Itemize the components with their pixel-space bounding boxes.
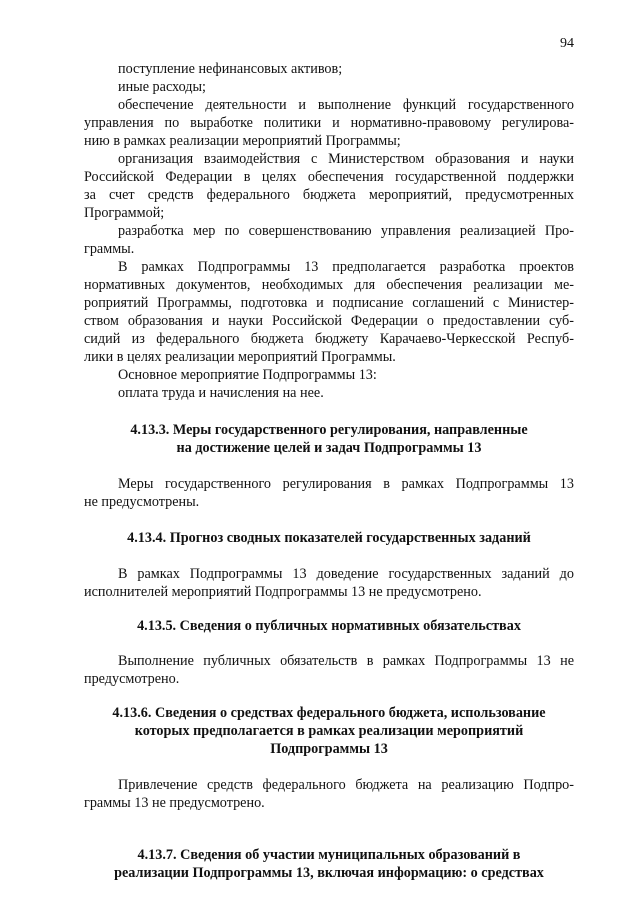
paragraph-line: нию в рамках реализации мероприятий Программы; [84,133,401,149]
paragraph-line: не предусмотрены. [84,494,200,510]
paragraph-line: за счет средств федерального бюджета мероприятий, предусмотренных [84,187,574,203]
paragraph-line: Привлечение средств федерального бюджета на реализацию Подпро- [118,777,574,793]
list-item: поступление нефинансовых активов; [118,61,343,77]
paragraph-line: граммы. [84,241,135,257]
section-heading: реализации Подпрограммы 13, включая информацию: о средствах [114,865,544,881]
paragraph-line: исполнителей мероприятий Подпрограммы 13 не предусмотрено. [84,584,482,600]
paragraph-line: управления по выработке политики и нормативно-правовому регулирова- [84,115,574,131]
section-heading: 4.13.6. Сведения о средствах федерального бюджета, использование [112,705,546,721]
section-heading: 4.13.3. Меры государственного регулирования, направленные [130,422,528,438]
paragraph-line: Российской Федерации в целях обеспечения государственной поддержки [84,169,574,185]
paragraph-line: оплата труда и начисления на нее. [118,385,324,401]
paragraph-line: В рамках Подпрограммы 13 доведение государственных заданий до [118,566,574,582]
paragraph-line: Программой; [84,205,165,221]
paragraph-line: лики в целях реализации мероприятий Программы. [84,349,396,365]
paragraph-line: В рамках Подпрограммы 13 предполагается разработка проектов [118,259,574,275]
page-number: 94 [560,36,574,51]
section-heading: Подпрограммы 13 [270,741,388,757]
section-heading: 4.13.4. Прогноз сводных показателей государственных заданий [127,530,531,546]
paragraph-line: предусмотрено. [84,671,180,687]
paragraph-line: Меры государственного регулирования в рамках Подпрограммы 13 [118,476,574,492]
section-heading: 4.13.5. Сведения о публичных нормативных обязательствах [137,618,521,634]
section-heading: на достижение целей и задач Подпрограммы 13 [176,440,482,456]
paragraph-line: ством образования и науки Российской Федерации о предоставлении суб- [84,313,574,329]
paragraph-line: разработка мер по совершенствованию управления реализацией Про- [118,223,574,239]
section-heading: 4.13.7. Сведения об участии муниципальных образований в [137,847,521,863]
paragraph-line: обеспечение деятельности и выполнение функций государственного [118,97,574,113]
list-item: иные расходы; [118,79,206,95]
paragraph-line: организация взаимодействия с Министерством образования и науки [118,151,574,167]
paragraph-line: граммы 13 не предусмотрено. [84,795,265,811]
paragraph-line: роприятий Программы, подготовка и подписание соглашений с Министер- [84,295,574,311]
section-heading: которых предполагается в рамках реализации мероприятий [134,723,524,739]
paragraph-line: сидий из федерального бюджета бюджету Карачаево-Черкесской Респуб- [84,331,574,347]
paragraph-line: нормативных документов, необходимых для обеспечения реализации ме- [84,277,574,293]
paragraph-line: Выполнение публичных обязательств в рамках Подпрограммы 13 не [118,653,574,669]
paragraph-line: Основное мероприятие Подпрограммы 13: [118,367,377,383]
